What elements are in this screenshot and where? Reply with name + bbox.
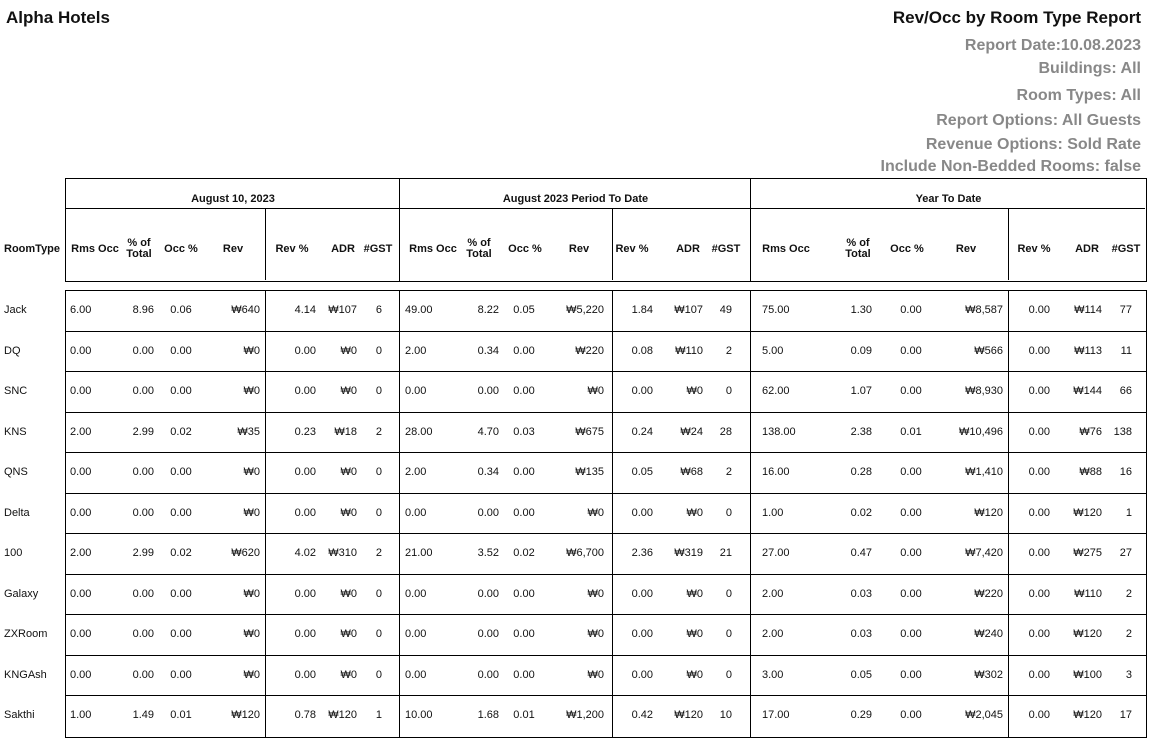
cell-pct-total: 0.00 — [132, 507, 154, 519]
cell-rms-occ: 0.00 — [405, 628, 427, 640]
cell-gst: 138 — [1113, 426, 1132, 438]
cell-rms-occ: 0.00 — [405, 385, 427, 397]
cell-occ-pct: 0.00 — [513, 466, 535, 478]
body-period-divider — [399, 291, 400, 737]
cell-rev-pct: 0.00 — [1028, 466, 1050, 478]
cell-rev: ₩0 — [587, 507, 604, 519]
cell-adr: ₩120 — [1073, 628, 1102, 640]
cell-pct-total: 0.00 — [132, 628, 154, 640]
cell-adr: ₩120 — [1073, 709, 1102, 721]
period-title: August 2023 Period To Date — [502, 193, 649, 205]
cell-gst: 16 — [1119, 466, 1132, 478]
cell-rev-pct: 0.05 — [631, 466, 653, 478]
cell-pct-total: 0.03 — [850, 628, 872, 640]
cell-rev-pct: 0.00 — [1028, 669, 1050, 681]
cell-occ-pct: 0.00 — [170, 507, 192, 519]
cell-rev-pct: 0.00 — [1028, 507, 1050, 519]
col-header-rev: Rev — [222, 243, 244, 255]
cell-gst: 0 — [375, 507, 382, 519]
cell-adr: ₩0 — [340, 385, 357, 397]
cell-adr: ₩113 — [1074, 345, 1102, 357]
cell-pct-total: 0.00 — [132, 385, 154, 397]
cell-adr: ₩88 — [1079, 466, 1102, 478]
report-date: Report Date:10.08.2023 — [964, 37, 1141, 54]
cell-occ-pct: 0.01 — [170, 709, 192, 721]
col-header-rms-occ: Rms Occ — [762, 243, 810, 255]
cell-pct-total: 0.05 — [850, 669, 872, 681]
cell-pct-total: 1.68 — [477, 709, 499, 721]
cell-rms-occ: 21.00 — [405, 547, 433, 559]
room-type-cell: Delta — [4, 507, 30, 519]
cell-pct-total: 1.49 — [132, 709, 154, 721]
cell-rev-pct: 0.00 — [1028, 588, 1050, 600]
cell-occ-pct: 0.00 — [900, 628, 922, 640]
cell-rms-occ: 28.00 — [405, 426, 433, 438]
cell-gst: 11 — [1120, 345, 1132, 357]
cell-gst: 2 — [1125, 628, 1132, 640]
cell-rev-pct: 0.42 — [631, 709, 653, 721]
col-header-rev-pct: Rev % — [275, 243, 309, 255]
cell-adr: ₩0 — [340, 507, 357, 519]
cell-occ-pct: 0.00 — [900, 547, 922, 559]
cell-rev: ₩0 — [243, 588, 260, 600]
cell-rev-pct: 0.00 — [294, 628, 316, 640]
cell-pct-total: 0.03 — [850, 588, 872, 600]
cell-rev: ₩7,420 — [965, 547, 1003, 559]
cell-pct-total: 0.02 — [850, 507, 872, 519]
cell-gst: 21 — [719, 547, 732, 559]
col-header-adr: ADR — [676, 243, 700, 255]
cell-gst: 10 — [719, 709, 732, 721]
cell-adr: ₩275 — [1073, 547, 1102, 559]
cell-pct-total: 0.00 — [132, 669, 154, 681]
cell-rev: ₩0 — [587, 628, 604, 640]
cell-rev-pct: 0.00 — [1028, 547, 1050, 559]
room-type-cell: Galaxy — [4, 588, 39, 600]
cell-pct-total: 1.30 — [850, 304, 872, 316]
cell-occ-pct: 0.02 — [513, 547, 535, 559]
cell-rms-occ: 0.00 — [70, 466, 92, 478]
cell-occ-pct: 0.00 — [170, 588, 192, 600]
row-separator — [65, 331, 1146, 332]
cell-rms-occ: 0.00 — [405, 507, 427, 519]
cell-occ-pct: 0.01 — [513, 709, 535, 721]
cell-adr: ₩0 — [340, 588, 357, 600]
cell-gst: 0 — [375, 385, 382, 397]
row-separator — [65, 452, 1146, 453]
cell-rev: ₩566 — [974, 345, 1003, 357]
cell-rev-pct: 0.00 — [294, 669, 316, 681]
cell-pct-total: 2.38 — [850, 426, 872, 438]
row-separator — [65, 371, 1146, 372]
cell-rev-pct: 0.00 — [294, 345, 316, 357]
cell-gst: 0 — [725, 628, 732, 640]
room-type-cell: KNGAsh — [4, 669, 47, 681]
cell-rev: ₩1,200 — [566, 709, 604, 721]
period-header-day — [65, 178, 400, 282]
cell-rms-occ: 75.00 — [762, 304, 790, 316]
cell-rms-occ: 138.00 — [762, 426, 796, 438]
col-header-gst: #GST — [711, 243, 741, 255]
cell-rev-pct: 0.00 — [1028, 426, 1050, 438]
cell-rms-occ: 1.00 — [70, 709, 92, 721]
cell-pct-total: 8.96 — [132, 304, 154, 316]
cell-pct-total: 0.00 — [132, 345, 154, 357]
cell-rev-pct: 0.00 — [294, 507, 316, 519]
cell-rev: ₩0 — [587, 669, 604, 681]
col-header-occ-pct: Occ % — [890, 243, 924, 255]
cell-adr: ₩0 — [686, 507, 703, 519]
cell-gst: 3 — [1125, 669, 1132, 681]
cell-rms-occ: 2.00 — [762, 628, 784, 640]
cell-occ-pct: 0.00 — [170, 345, 192, 357]
row-separator — [65, 412, 1146, 413]
cell-rms-occ: 62.00 — [762, 385, 790, 397]
cell-rms-occ: 2.00 — [762, 588, 784, 600]
cell-rms-occ: 49.00 — [405, 304, 433, 316]
cell-rev: ₩0 — [587, 588, 604, 600]
cell-rms-occ: 5.00 — [762, 345, 784, 357]
cell-rev: ₩10,496 — [958, 426, 1003, 438]
cell-adr: ₩0 — [340, 345, 357, 357]
cell-occ-pct: 0.06 — [170, 304, 192, 316]
cell-occ-pct: 0.00 — [900, 507, 922, 519]
company-name: Alpha Hotels — [6, 8, 110, 27]
cell-rev-pct: 0.00 — [1028, 345, 1050, 357]
cell-occ-pct: 0.00 — [170, 628, 192, 640]
col-header-gst: #GST — [1111, 243, 1141, 255]
cell-occ-pct: 0.00 — [900, 709, 922, 721]
cell-rev: ₩2,045 — [965, 709, 1003, 721]
cell-adr: ₩107 — [328, 304, 357, 316]
cell-rev-pct: 0.24 — [631, 426, 653, 438]
cell-rms-occ: 6.00 — [70, 304, 92, 316]
cell-occ-pct: 0.00 — [900, 304, 922, 316]
cell-occ-pct: 0.00 — [170, 669, 192, 681]
cell-rev: ₩240 — [974, 628, 1003, 640]
cell-gst: 0 — [375, 588, 382, 600]
cell-rev-pct: 0.00 — [1028, 709, 1050, 721]
cell-rms-occ: 0.00 — [405, 669, 427, 681]
cell-occ-pct: 0.00 — [513, 628, 535, 640]
cell-pct-total: 3.52 — [477, 547, 499, 559]
room-type-header: RoomType — [4, 243, 61, 255]
cell-rev: ₩120 — [974, 507, 1003, 519]
row-separator — [65, 655, 1146, 656]
cell-rev-pct: 0.00 — [631, 385, 653, 397]
cell-gst: 2 — [725, 466, 732, 478]
cell-adr: ₩100 — [1073, 669, 1102, 681]
cell-adr: ₩76 — [1079, 426, 1102, 438]
cell-adr: ₩0 — [340, 669, 357, 681]
cell-rms-occ: 27.00 — [762, 547, 790, 559]
cell-gst: 77 — [1119, 304, 1132, 316]
cell-occ-pct: 0.02 — [170, 426, 192, 438]
cell-rev: ₩675 — [575, 426, 604, 438]
cell-rev: ₩640 — [231, 304, 260, 316]
cell-pct-total: 0.00 — [477, 385, 499, 397]
cell-gst: 0 — [375, 345, 382, 357]
period-header-ptd — [399, 178, 751, 282]
cell-rev-pct: 0.00 — [631, 507, 653, 519]
cell-occ-pct: 0.00 — [170, 466, 192, 478]
cell-occ-pct: 0.00 — [513, 345, 535, 357]
cell-rev-pct: 0.23 — [294, 426, 316, 438]
report-options: Report Options: All Guests — [936, 112, 1141, 129]
cell-adr: ₩0 — [686, 669, 703, 681]
cell-adr: ₩144 — [1073, 385, 1102, 397]
cell-occ-pct: 0.00 — [900, 385, 922, 397]
cell-rev-pct: 0.00 — [1028, 385, 1050, 397]
cell-adr: ₩319 — [674, 547, 703, 559]
col-header-adr: ADR — [331, 243, 355, 255]
cell-rev: ₩0 — [243, 385, 260, 397]
cell-rev: ₩1,410 — [965, 466, 1003, 478]
cell-pct-total: 0.34 — [477, 466, 499, 478]
cell-occ-pct: 0.01 — [900, 426, 922, 438]
cell-gst: 2 — [725, 345, 732, 357]
cell-rms-occ: 2.00 — [70, 547, 92, 559]
cell-pct-total: 0.34 — [477, 345, 499, 357]
room-type-cell: SNC — [4, 385, 28, 397]
room-type-cell: KNS — [4, 426, 27, 438]
row-separator — [65, 493, 1146, 494]
row-separator — [65, 695, 1146, 696]
cell-rev: ₩120 — [231, 709, 260, 721]
cell-rev-pct: 0.00 — [1028, 304, 1050, 316]
cell-gst: 0 — [375, 669, 382, 681]
cell-gst: 2 — [1125, 588, 1132, 600]
cell-occ-pct: 0.05 — [513, 304, 535, 316]
cell-rev: ₩0 — [243, 669, 260, 681]
cell-pct-total: 0.09 — [850, 345, 872, 357]
cell-pct-total: 0.00 — [132, 588, 154, 600]
cell-occ-pct: 0.00 — [513, 669, 535, 681]
cell-gst: 27 — [1119, 547, 1132, 559]
buildings-filter: Buildings: All — [1038, 60, 1141, 77]
room-type-cell: Jack — [4, 304, 27, 316]
cell-gst: 0 — [725, 588, 732, 600]
cell-occ-pct: 0.00 — [513, 588, 535, 600]
col-header-occ-pct: Occ % — [508, 243, 542, 255]
cell-gst: 1 — [1125, 507, 1132, 519]
period-title: Year To Date — [915, 193, 982, 205]
cell-rev: ₩8,587 — [965, 304, 1003, 316]
cell-rev: ₩8,930 — [965, 385, 1003, 397]
cell-rms-occ: 3.00 — [762, 669, 784, 681]
col-header-rev-pct: Rev % — [1017, 243, 1051, 255]
cell-rms-occ: 1.00 — [762, 507, 784, 519]
cell-rev-pct: 0.00 — [294, 588, 316, 600]
cell-rev: ₩302 — [974, 669, 1003, 681]
cell-occ-pct: 0.00 — [900, 466, 922, 478]
header-divider — [65, 208, 1145, 209]
cell-adr: ₩114 — [1074, 304, 1102, 316]
cell-rev: ₩0 — [243, 345, 260, 357]
cell-pct-total: 0.00 — [132, 466, 154, 478]
cell-adr: ₩0 — [686, 628, 703, 640]
cell-occ-pct: 0.03 — [513, 426, 535, 438]
col-header-rms-occ: Rms Occ — [409, 243, 457, 255]
cell-pct-total: 1.07 — [850, 385, 872, 397]
report-title: Rev/Occ by Room Type Report — [892, 8, 1141, 27]
cell-rev: ₩135 — [575, 466, 604, 478]
cell-adr: ₩120 — [328, 709, 357, 721]
cell-rev-pct: 0.00 — [631, 628, 653, 640]
cell-pct-total: 0.28 — [850, 466, 872, 478]
cell-rms-occ: 0.00 — [405, 588, 427, 600]
col-header-rev-pct: Rev % — [615, 243, 649, 255]
cell-rev-pct: 0.00 — [1028, 628, 1050, 640]
cell-rev: ₩220 — [974, 588, 1003, 600]
room-type-cell: QNS — [4, 466, 28, 478]
cell-rev: ₩0 — [587, 385, 604, 397]
col-header-adr: ADR — [1075, 243, 1099, 255]
cell-adr: ₩107 — [674, 304, 703, 316]
cell-pct-total: 0.47 — [850, 547, 872, 559]
room-types-filter: Room Types: All — [1016, 87, 1141, 104]
cell-adr: ₩0 — [686, 385, 703, 397]
cell-rms-occ: 2.00 — [405, 345, 427, 357]
col-header-occ-pct: Occ % — [164, 243, 198, 255]
cell-gst: 0 — [375, 466, 382, 478]
cell-rms-occ: 0.00 — [70, 588, 92, 600]
cell-gst: 6 — [375, 304, 382, 316]
cell-gst: 1 — [375, 709, 382, 721]
cell-adr: ₩0 — [340, 466, 357, 478]
cell-rev: ₩0 — [243, 628, 260, 640]
cell-gst: 2 — [375, 426, 382, 438]
cell-gst: 49 — [719, 304, 732, 316]
cell-occ-pct: 0.00 — [170, 385, 192, 397]
cell-rev: ₩220 — [575, 345, 604, 357]
col-header-pct-total: % of Total — [126, 237, 152, 260]
cell-adr: ₩310 — [328, 547, 357, 559]
cell-adr: ₩0 — [686, 588, 703, 600]
cell-rev-pct: 0.08 — [631, 345, 653, 357]
cell-adr: ₩120 — [1073, 507, 1102, 519]
period-title: August 10, 2023 — [191, 193, 275, 205]
col-header-pct-total: % of Total — [845, 237, 871, 260]
cell-rev-pct: 0.00 — [294, 385, 316, 397]
cell-gst: 28 — [719, 426, 732, 438]
cell-rev-pct: 0.00 — [631, 669, 653, 681]
room-type-cell: ZXRoom — [4, 628, 48, 640]
room-type-cell: DQ — [4, 345, 21, 357]
cell-rev-pct: 4.02 — [294, 547, 316, 559]
cell-occ-pct: 0.00 — [900, 669, 922, 681]
cell-rev: ₩35 — [237, 426, 260, 438]
col-header-gst: #GST — [363, 243, 393, 255]
col-header-rev: Rev — [568, 243, 590, 255]
period-header-ytd — [750, 178, 1147, 282]
cell-adr: ₩18 — [334, 426, 357, 438]
cell-adr: ₩0 — [340, 628, 357, 640]
revenue-options: Revenue Options: Sold Rate — [925, 136, 1141, 153]
cell-rms-occ: 0.00 — [70, 669, 92, 681]
cell-rev-pct: 2.36 — [631, 547, 653, 559]
cell-pct-total: 0.00 — [477, 507, 499, 519]
cell-rms-occ: 0.00 — [70, 385, 92, 397]
cell-rev: ₩0 — [243, 466, 260, 478]
cell-rev-pct: 4.14 — [294, 304, 316, 316]
cell-rms-occ: 2.00 — [405, 466, 427, 478]
cell-gst: 0 — [725, 669, 732, 681]
cell-pct-total: 0.00 — [477, 628, 499, 640]
cell-pct-total: 4.70 — [477, 426, 499, 438]
col-header-rms-occ: Rms Occ — [71, 243, 119, 255]
non-bedded-option: Include Non-Bedded Rooms: false — [880, 158, 1141, 175]
cell-gst: 2 — [375, 547, 382, 559]
cell-rev: ₩0 — [243, 507, 260, 519]
row-separator — [65, 574, 1146, 575]
cell-pct-total: 0.00 — [477, 588, 499, 600]
cell-rms-occ: 17.00 — [762, 709, 790, 721]
cell-occ-pct: 0.02 — [170, 547, 192, 559]
cell-adr: ₩24 — [680, 426, 703, 438]
cell-occ-pct: 0.00 — [513, 507, 535, 519]
cell-adr: ₩120 — [674, 709, 703, 721]
col-header-pct-total: % of Total — [466, 237, 492, 260]
cell-rev-pct: 0.00 — [631, 588, 653, 600]
row-separator — [65, 533, 1146, 534]
room-type-cell: Sakthi — [4, 709, 35, 721]
cell-adr: ₩68 — [680, 466, 703, 478]
cell-rev: ₩6,700 — [566, 547, 604, 559]
cell-pct-total: 0.00 — [477, 669, 499, 681]
room-type-cell: 100 — [4, 547, 23, 559]
cell-rev-pct: 1.84 — [631, 304, 653, 316]
cell-gst: 0 — [725, 507, 732, 519]
cell-adr: ₩110 — [1074, 588, 1102, 600]
cell-rev-pct: 0.00 — [294, 466, 316, 478]
cell-rms-occ: 16.00 — [762, 466, 790, 478]
row-separator — [65, 614, 1146, 615]
cell-pct-total: 2.99 — [132, 547, 154, 559]
cell-pct-total: 2.99 — [132, 426, 154, 438]
cell-occ-pct: 0.00 — [900, 588, 922, 600]
cell-adr: ₩110 — [675, 345, 703, 357]
cell-rev-pct: 0.78 — [294, 709, 316, 721]
cell-rev: ₩620 — [231, 547, 260, 559]
cell-occ-pct: 0.00 — [513, 385, 535, 397]
cell-rms-occ: 0.00 — [70, 628, 92, 640]
cell-rms-occ: 10.00 — [405, 709, 433, 721]
cell-occ-pct: 0.00 — [900, 345, 922, 357]
cell-pct-total: 8.22 — [477, 304, 499, 316]
body-period-divider — [750, 291, 751, 737]
col-header-rev: Rev — [955, 243, 977, 255]
cell-gst: 17 — [1119, 709, 1132, 721]
cell-pct-total: 0.29 — [850, 709, 872, 721]
cell-gst: 0 — [375, 628, 382, 640]
cell-rev: ₩5,220 — [566, 304, 604, 316]
cell-rms-occ: 0.00 — [70, 345, 92, 357]
cell-gst: 66 — [1119, 385, 1132, 397]
cell-rms-occ: 0.00 — [70, 507, 92, 519]
cell-gst: 0 — [725, 385, 732, 397]
cell-rms-occ: 2.00 — [70, 426, 92, 438]
